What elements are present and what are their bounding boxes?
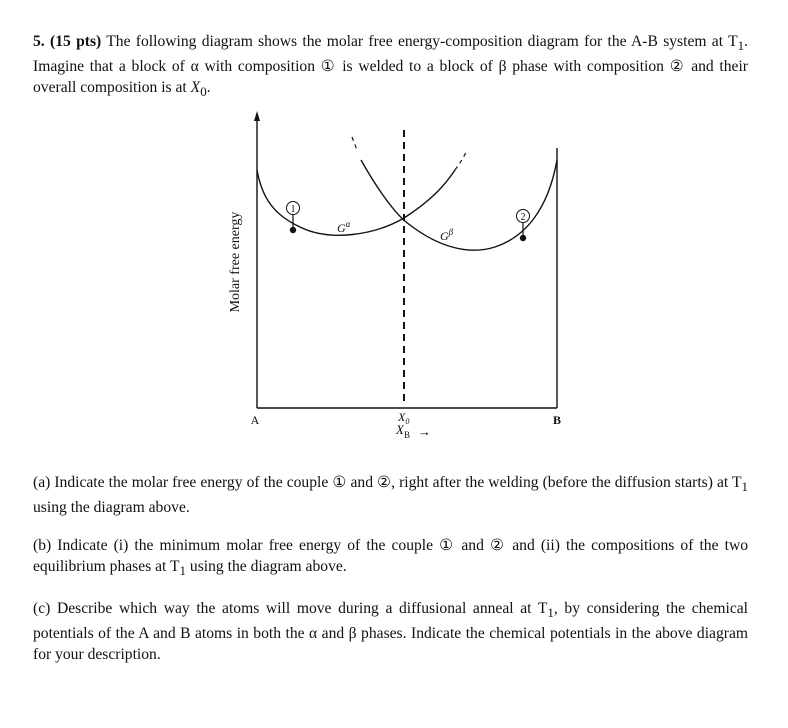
question-points: (15 pts)	[50, 33, 102, 50]
part-a-text-2: and	[346, 474, 378, 491]
g-alpha-curve	[257, 170, 455, 235]
question-text-3: is welded to a block of β phase with composition	[336, 58, 670, 76]
point-1-dot	[290, 227, 296, 233]
part-c-sub: 1	[547, 605, 554, 621]
question-text-1: The following diagram shows the molar free energy-composition diagram for the A-B system at T	[101, 33, 738, 50]
point-2-dot	[520, 235, 526, 241]
point-2-label: 2	[520, 212, 526, 223]
part-a-text-1: (a) Indicate the molar free energy of the couple	[33, 474, 333, 491]
part-a	[33, 472, 748, 518]
x0-sub: 0	[200, 84, 207, 100]
question-sub-1: 1	[737, 38, 745, 54]
g-alpha-sup: α	[345, 219, 351, 229]
part-b-text-1: (b) Indicate (i) the minimum molar free energy of the couple	[33, 537, 440, 554]
part-c	[33, 598, 748, 665]
part-b-marker-2: ②	[490, 537, 507, 554]
xb-arrow-icon: →	[418, 424, 431, 439]
xb-label-sub: B	[403, 430, 410, 440]
g-alpha-label	[337, 219, 351, 235]
part-b-text-2: and	[455, 537, 490, 554]
g-beta-curve	[361, 160, 557, 250]
part-b-marker-1: ①	[439, 537, 456, 554]
g-alpha-var: G	[337, 221, 346, 235]
question-text-2: . Imagine that a block of α with composition	[33, 33, 749, 76]
question-text-5: .	[206, 79, 211, 97]
g-alpha-dashed-extension	[455, 150, 467, 170]
xb-label-var: X	[396, 422, 404, 437]
part-c-text-1: (c) Describe which way the atoms will move during a diffusional anneal at T	[33, 600, 548, 617]
label-a: A	[250, 413, 260, 427]
part-b	[33, 535, 748, 581]
g-beta-var: G	[440, 229, 449, 243]
marker-2: ②	[669, 58, 686, 76]
question-number: 5.	[33, 33, 45, 50]
g-beta-dashed-extension	[352, 137, 357, 150]
part-b-text-4: using the diagram above.	[186, 558, 347, 575]
part-b-text-3: and (ii) the compositions of the two equilibrium phases at T	[33, 537, 748, 575]
g-beta-sup: β	[448, 227, 454, 237]
part-a-marker-1: ①	[332, 474, 347, 491]
part-a-sub: 1	[741, 479, 748, 495]
point-1-label: 1	[290, 204, 296, 215]
part-a-marker-2: ②	[377, 474, 392, 491]
part-b-sub: 1	[179, 563, 187, 579]
question-text-4: and their overall composition is at	[33, 58, 748, 97]
part-a-text-4: using the diagram above.	[33, 499, 190, 517]
part-c-text-2: , by considering the chemical potentials of the A and B atoms in both the α and β phases. Indicate the chemical potentials in the above diagram for your description.	[33, 600, 748, 664]
marker-1: ①	[320, 58, 337, 76]
y-axis-arrow-icon	[254, 111, 260, 121]
part-a-text-3: , right after the welding (before the diffusion starts) at T	[391, 474, 742, 491]
label-b: B	[552, 413, 562, 427]
x0-label-var: X	[398, 410, 406, 424]
y-axis-label: Molar free energy	[228, 211, 243, 313]
g-beta-label	[440, 227, 454, 243]
x0-label-sub: 0	[405, 417, 410, 426]
x0-var: X	[190, 79, 201, 97]
